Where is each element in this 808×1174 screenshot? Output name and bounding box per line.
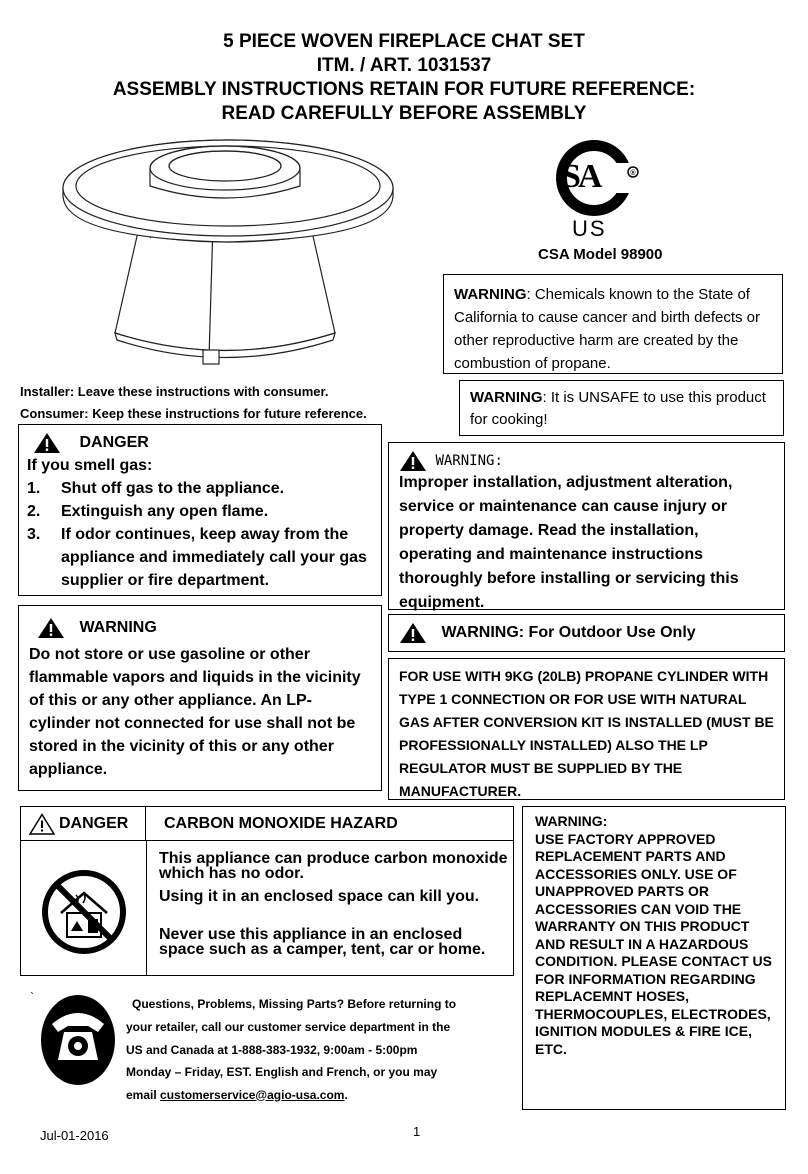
warning-prop65-label: WARNING bbox=[454, 286, 527, 303]
warning-install-box bbox=[388, 442, 785, 610]
warning-triangle-icon bbox=[399, 622, 427, 644]
co-danger-cell bbox=[21, 807, 146, 841]
consumer-note: Consumer: Keep these instructions for future reference. bbox=[20, 406, 367, 421]
csa-logo bbox=[550, 128, 650, 243]
propane-info-text: FOR USE WITH 9KG (20LB) PROPANE CYLINDER WITH TYPE 1 CONNECTION OR FOR USE WITH NATURAL GAS AFTER CONVERSION KIT IS INSTALLED (MUST BE PROFESSIONALLY INSTALLED) ALSO THE LP REGULATOR MUST BE SUPPLIED BY THE MANUFACTURER. bbox=[399, 668, 774, 799]
page-number: 1 bbox=[413, 1124, 421, 1139]
warning-cooking-text: : It is UNSAFE to use this product for cooking! bbox=[470, 389, 766, 428]
danger-gas-box bbox=[18, 424, 382, 596]
warning-outdoor-box bbox=[388, 614, 785, 652]
warning-cooking-label: WARNING bbox=[470, 389, 543, 406]
co-paragraph-1: This appliance can produce carbon monoxide which has no odor. bbox=[159, 850, 508, 882]
contact-line-5: email customerservice@agio-usa.com. bbox=[126, 1087, 348, 1102]
danger-gas-step: 3. If odor continues, keep away from the appliance and immediately call your gas supplier or fire department. bbox=[27, 526, 367, 589]
contact-text-block bbox=[126, 1016, 450, 1106]
propane-info-box bbox=[388, 658, 785, 800]
installer-note: Installer: Leave these instructions with consumer. bbox=[20, 384, 329, 399]
replacement-title: WARNING: bbox=[535, 813, 608, 829]
co-paragraph-2: Using it in an enclosed space can kill you. bbox=[159, 888, 480, 905]
contact-line-3: US and Canada at 1-888-383-1932, 9:00am - 5:00pm bbox=[126, 1042, 418, 1057]
no-enclosed-space-icon bbox=[41, 869, 127, 955]
telephone-icon bbox=[40, 990, 116, 1086]
warning-install-title: WARNING: bbox=[435, 453, 503, 469]
registered-mark: ® bbox=[630, 170, 636, 177]
warning-gasoline-text: Do not store or use gasoline or other flammable vapors and liquids in the vicinity of this or any other appliance. An LP-cylinder not connected for use shall not be stored in the vicinity of this or any other appliance. bbox=[29, 646, 361, 778]
replacement-text: USE FACTORY APPROVED REPLACEMENT PARTS AND ACCESSORIES ONLY. USE OF UNAPPROVED PARTS OR ACCESSORIES CAN VOID THE WARRANTY ON THIS PRODUCT AND RESULT IN A HAZARDOUS CONDITION. PLEASE CONTACT US FOR INFORMATION REGARDING REPLACEMNT HOSES, THERMOCOUPLES, ELECTRODES, IGNITION MODULES & FIRE ICE, ETC. bbox=[535, 830, 772, 1057]
warning-cooking-box bbox=[459, 380, 784, 436]
customer-service-email-link[interactable]: customerservice@agio-usa.com bbox=[160, 1087, 345, 1102]
co-danger-label: DANGER bbox=[59, 815, 129, 832]
danger-gas-title: DANGER bbox=[79, 434, 149, 451]
danger-triangle-icon bbox=[33, 432, 61, 454]
warning-triangle-icon bbox=[37, 617, 65, 639]
co-paragraph-3: Never use this appliance in an enclosed space such as a camper, tent, car or home. bbox=[159, 926, 486, 958]
csa-model: CSA Model 98900 bbox=[538, 246, 663, 263]
warning-prop65-box bbox=[443, 274, 783, 374]
title-line-4: READ CAREFULLY BEFORE ASSEMBLY bbox=[221, 103, 587, 124]
danger-outline-triangle-icon bbox=[29, 813, 55, 835]
title-line-1: 5 PIECE WOVEN FIREPLACE CHAT SET bbox=[223, 31, 585, 52]
warning-outdoor-title: WARNING: For Outdoor Use Only bbox=[441, 624, 696, 641]
co-title-cell bbox=[146, 807, 513, 841]
document-date: Jul-01-2016 bbox=[40, 1128, 109, 1143]
warning-gasoline-box bbox=[18, 605, 382, 791]
co-title: CARBON MONOXIDE HAZARD bbox=[164, 815, 398, 832]
contact-line-4: Monday – Friday, EST. English and French, or you may bbox=[126, 1065, 438, 1079]
danger-gas-step: 1. Shut off gas to the appliance. bbox=[27, 480, 285, 497]
danger-gas-step: 2. Extinguish any open flame. bbox=[27, 503, 269, 520]
contact-line-1: Questions, Problems, Missing Parts? Before returning to bbox=[132, 997, 457, 1011]
warning-prop65-text: : Chemicals known to the State of California to cause cancer and birth defects or other reproductive harm are created by the combustion of propane. bbox=[454, 286, 760, 372]
csa-us-text: US bbox=[572, 216, 607, 241]
warning-install-text: Improper installation, adjustment alteration, service or maintenance can cause injury or property damage. Read the installation, operating and maintenance instructions thoroughly before installing or servicing this equipment. bbox=[399, 474, 739, 611]
contact-line-2: your retailer, call our customer service department in the bbox=[126, 1020, 451, 1034]
contact-tick: ` bbox=[30, 990, 34, 1004]
csa-mark-text: SA bbox=[562, 158, 600, 195]
replacement-parts-box bbox=[522, 806, 786, 1110]
fire-table-illustration bbox=[55, 128, 405, 368]
danger-gas-intro: If you smell gas: bbox=[27, 457, 153, 474]
title-line-2: ITM. / ART. 1031537 bbox=[316, 55, 492, 76]
title-line-3: ASSEMBLY INSTRUCTIONS RETAIN FOR FUTURE REFERENCE: bbox=[112, 79, 696, 100]
contact-text bbox=[132, 993, 456, 1016]
warning-triangle-icon bbox=[399, 450, 427, 472]
co-hazard-box bbox=[20, 806, 514, 976]
warning-gasoline-title: WARNING bbox=[79, 619, 157, 636]
